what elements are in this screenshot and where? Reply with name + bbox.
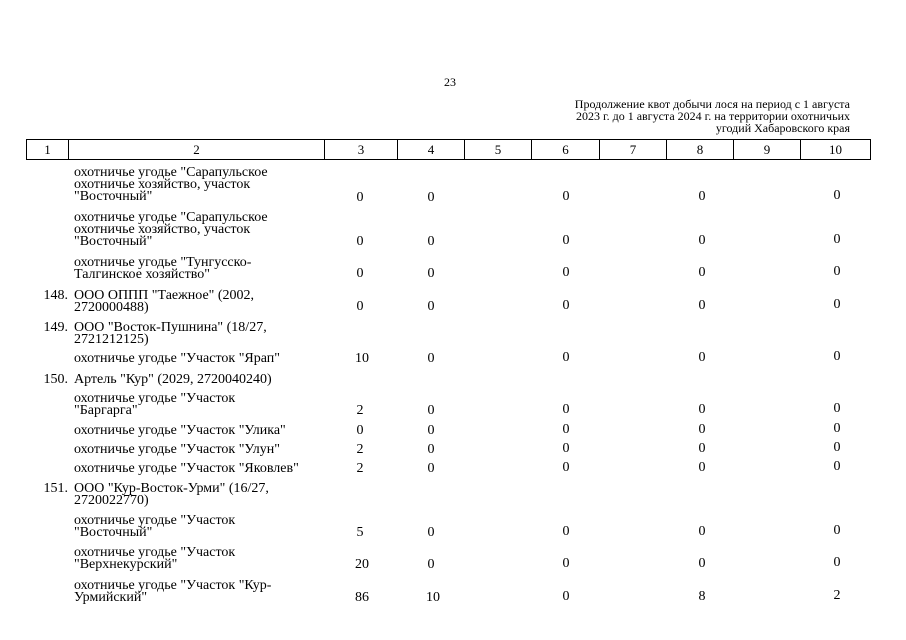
row-name: Артель "Кур" (2029, 2720040240)	[74, 372, 272, 387]
row-col8: 0	[698, 441, 706, 456]
row-name: охотничье угодье "Участок "Кур- Урмийский"	[74, 578, 272, 605]
column-header-7: 7	[600, 140, 667, 160]
row-col10: 0	[833, 421, 841, 436]
row-name: охотничье угодье "Участок "Улика"	[74, 423, 286, 438]
row-col4: 0	[427, 403, 435, 418]
row-col6: 0	[562, 589, 570, 604]
row-col10: 0	[833, 297, 841, 312]
column-header-6: 6	[532, 140, 600, 160]
row-col8: 0	[698, 350, 706, 365]
row-col8: 0	[698, 422, 706, 437]
column-header-10: 10	[801, 140, 871, 160]
row-name: охотничье угодье "Сарапульское охотничье хозяйство, участок "Восточный"	[74, 210, 268, 249]
row-col8: 0	[698, 524, 706, 539]
row-col4: 0	[427, 525, 435, 540]
column-header-1: 1	[27, 140, 69, 160]
row-col3: 0	[356, 266, 364, 281]
row-number: 150.	[43, 372, 68, 387]
row-col4: 0	[427, 423, 435, 438]
row-number: 149.	[43, 320, 68, 335]
row-col6: 0	[562, 556, 570, 571]
row-name: ООО ОППП "Таежное" (2002, 2720000488)	[74, 288, 255, 315]
row-col4: 0	[427, 299, 435, 314]
row-col3: 0	[356, 423, 364, 438]
row-name: ООО "Восток-Пушнина" (18/27, 2721212125)	[74, 320, 267, 347]
row-col10: 0	[833, 188, 841, 203]
column-header-9: 9	[734, 140, 801, 160]
row-col10: 0	[833, 349, 841, 364]
row-col6: 0	[562, 350, 570, 365]
row-col8: 0	[698, 298, 706, 313]
row-col10: 0	[833, 459, 841, 474]
row-col4: 10	[426, 590, 440, 605]
row-col8: 0	[698, 233, 706, 248]
row-col4: 0	[427, 442, 435, 457]
row-col6: 0	[562, 402, 570, 417]
column-header-4: 4	[398, 140, 465, 160]
row-col3: 0	[356, 234, 364, 249]
row-col10: 0	[833, 264, 841, 279]
row-col10: 0	[833, 232, 841, 247]
row-name: охотничье угодье "Участок "Восточный"	[74, 513, 236, 540]
row-col3: 10	[355, 351, 369, 366]
row-col10: 0	[833, 401, 841, 416]
row-col10: 0	[833, 440, 841, 455]
row-name: охотничье угодье "Участок "Верхнекурский"	[74, 545, 236, 572]
row-col6: 0	[562, 233, 570, 248]
row-col8: 0	[698, 265, 706, 280]
column-header-2: 2	[69, 140, 325, 160]
row-col8: 0	[698, 556, 706, 571]
row-col3: 2	[356, 403, 364, 418]
row-col10: 0	[833, 555, 841, 570]
column-header-3: 3	[325, 140, 398, 160]
row-col3: 2	[356, 442, 364, 457]
row-col4: 0	[427, 266, 435, 281]
row-col3: 0	[356, 190, 364, 205]
row-col3: 5	[356, 525, 364, 540]
row-col4: 0	[427, 351, 435, 366]
row-name: охотничье угодье "Участок "Улун"	[74, 442, 280, 457]
row-name: ООО "Кур-Восток-Урми" (16/27, 2720022770)	[74, 481, 269, 508]
row-col4: 0	[427, 190, 435, 205]
row-col3: 20	[355, 557, 369, 572]
row-col3: 2	[356, 461, 364, 476]
row-col6: 0	[562, 265, 570, 280]
row-col8: 8	[698, 589, 706, 604]
row-name: охотничье угодье "Участок "Яковлев"	[74, 461, 299, 476]
row-col8: 0	[698, 460, 706, 475]
row-col3: 86	[355, 590, 369, 605]
row-col6: 0	[562, 298, 570, 313]
page-number: 23	[444, 75, 456, 89]
row-col4: 0	[427, 461, 435, 476]
row-name: охотничье угодье "Сарапульское охотничье хозяйство, участок "Восточный"	[74, 165, 268, 204]
column-header-5: 5	[465, 140, 532, 160]
row-col8: 0	[698, 402, 706, 417]
row-name: охотничье угодье "Участок "Баргарга"	[74, 391, 236, 418]
row-col6: 0	[562, 460, 570, 475]
column-header-8: 8	[667, 140, 734, 160]
row-number: 148.	[43, 288, 68, 303]
row-col6: 0	[562, 189, 570, 204]
row-col4: 0	[427, 234, 435, 249]
row-col3: 0	[356, 299, 364, 314]
row-col8: 0	[698, 189, 706, 204]
row-number: 151.	[43, 481, 68, 496]
row-col6: 0	[562, 422, 570, 437]
row-col6: 0	[562, 524, 570, 539]
row-col10: 0	[833, 523, 841, 538]
row-col4: 0	[427, 557, 435, 572]
row-col10: 2	[833, 588, 841, 603]
caption-text: Продолжение квот добычи лося на период с 1 августа 2023 г. до 1 августа 2024 г. на территории охотничьих угодий Хабаровского края	[574, 97, 850, 135]
row-name: охотничье угодье "Участок "Ярап"	[74, 351, 281, 366]
row-name: охотничье угодье "Тунгусско- Талгинское хозяйство"	[74, 255, 252, 282]
row-col6: 0	[562, 441, 570, 456]
